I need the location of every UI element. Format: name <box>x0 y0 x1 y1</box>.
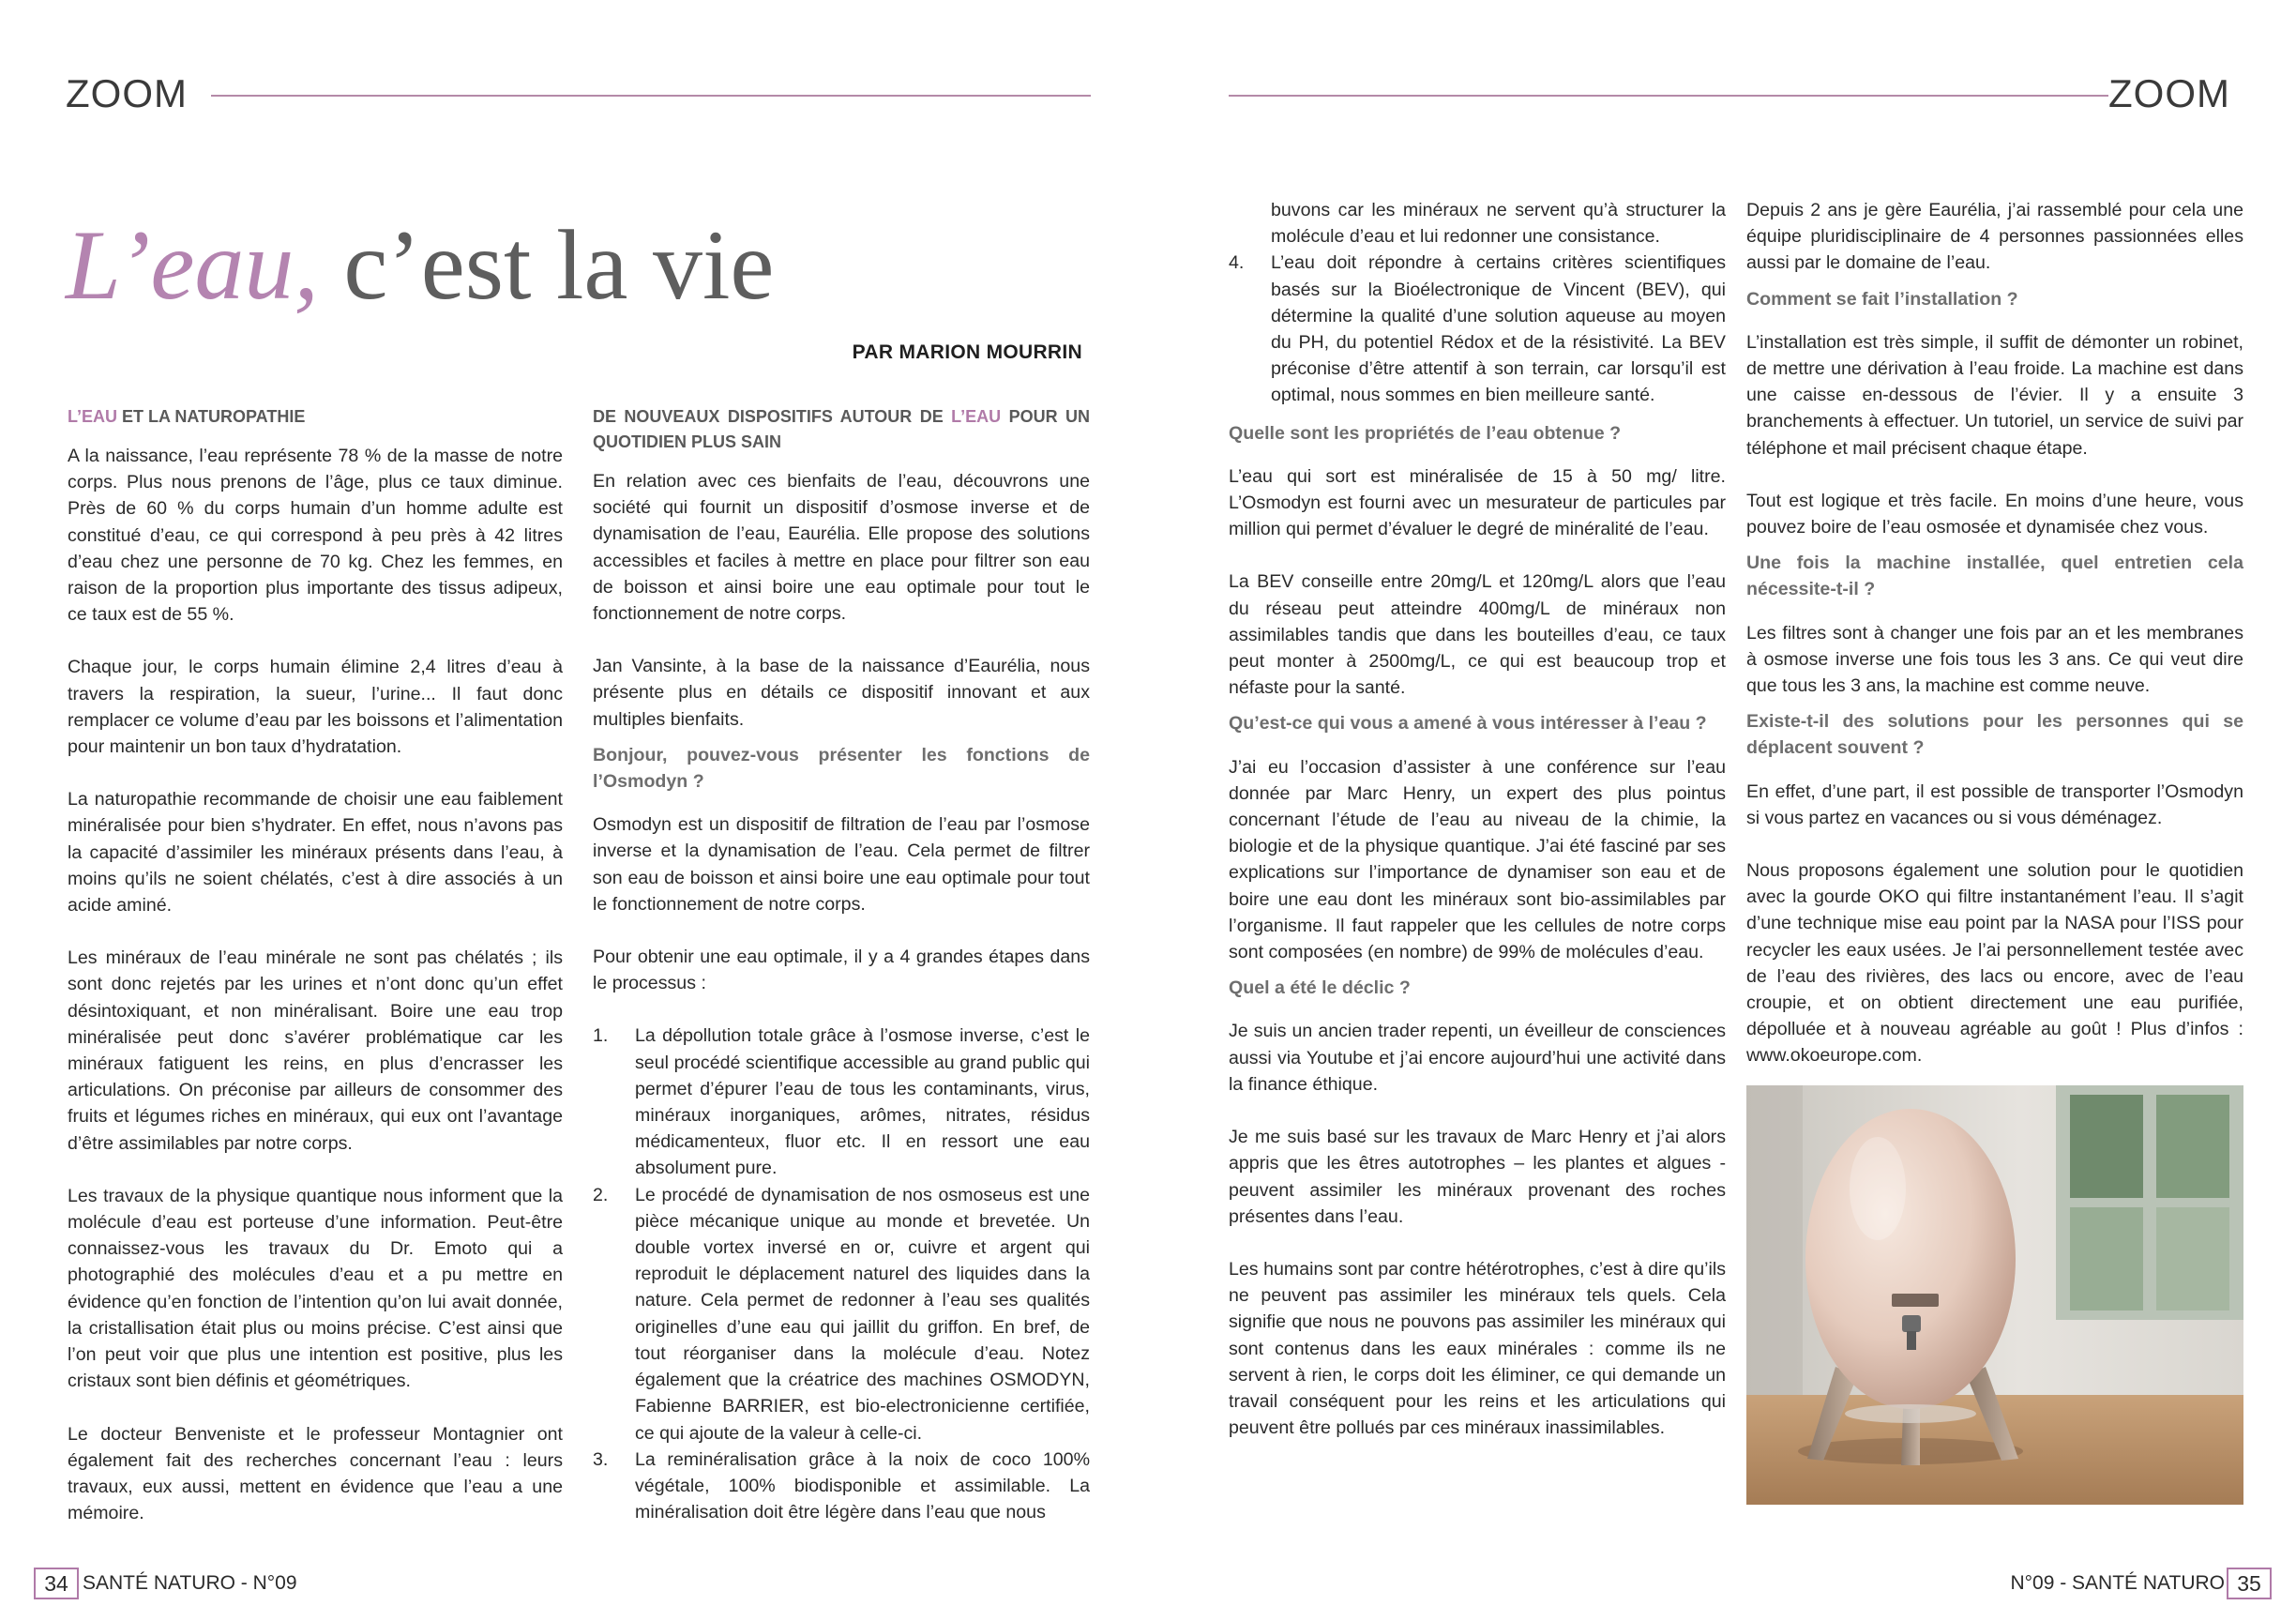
paragraph: Jan Vansinte, à la base de la naissance d’Eaurélia, nous présente plus en détails ce dispositif innovant et aux multiples bienfaits. <box>593 656 1090 730</box>
paragraph: Nous proposons également une solution pour le quotidien avec la gourde OKO qui filtre instantanément l’eau. Il s’agit d’une technique mise eau point par la NASA pour l’ISS pour recycler les eaux usées. Je l’ai personnellement testée avec de l’eau des rivières, des lacs ou encore, avec de l’eau croupie, et on obtient directement une eau purifiée, dépolluée et à nouveau agréable au goût ! Plus d’infos : www.okoeurope.com. <box>1746 860 2243 1067</box>
paragraph: Les travaux de la physique quantique nous informent que la molécule d’eau est porteuse d’une information. Peut-être connaissez-vous les travaux du Dr. Emoto qui a photographié des molécules d’eau et a pu mettre en évidence qu’en fonction de l’intention qu’on lui avait donnée, la cristallisation était plus ou moins précise. C’est ainsi que l’on peut voir que plus une intention est positive, plus les cristaux sont bien définis et géométriques. <box>68 1185 563 1392</box>
section-label-right: ZOOM <box>2108 71 2230 115</box>
paragraph: En relation avec ces bienfaits de l’eau, découvrons une société qui fournit un dispositif d’osmose inverse et de dynamisation de l’eau, Eaurélia. Elle propose des solutions accessibles et faciles à mettre en place pour filtrer son eau de boisson et ainsi boire une eau optimale pour tout le fonctionnement de notre corps. <box>593 471 1090 625</box>
heading-text: ET LA NATUROPATHIE <box>117 407 306 426</box>
header-rule-right <box>1229 95 2108 97</box>
column-1 <box>68 404 563 1526</box>
heading-text: POUR UN QUOTIDIEN PLUS SAIN <box>593 407 1090 451</box>
tap <box>1902 1315 1921 1332</box>
paragraph: La BEV conseille entre 20mg/L et 120mg/L alors que l’eau du réseau peut atteindre 400mg/L de minéraux non assimilables tandis que dans les bouteilles d’eau, ce taux peut monter à 2500mg/L, ce qui est beaucoup trop et néfaste pour la santé. <box>1229 571 1726 699</box>
paragraph: Je suis un ancien trader repenti, un éveilleur de consciences aussi via Youtube et j’ai encore aujourd’hui une activité dans la finance éthique. <box>1229 1021 1726 1095</box>
list-item <box>593 1182 1090 1447</box>
list-item <box>593 1447 1090 1526</box>
list-item <box>593 1023 1090 1181</box>
paragraph: J’ai eu l’occasion d’assister à une conférence sur l’eau donnée par Marc Henry, un expert des plus pointus concernant l’étude de l’eau au niveau de la chimie, la biologie et de la physique quantique. J’ai été fasciné par ses explications sur l’importance de dynamiser son eau et de boire une eau dont les minéraux sont bio-assimilables par l’organisme. Il faut rappeler que les cellules de notre corps sont composées (en nombre) de 99% de molécules d’eau. <box>1229 756 1726 963</box>
paragraph: Chaque jour, le corps humain élimine 2,4 litres d’eau à travers la respiration, la sueur, l’urine... Il faut donc remplacer ce volume d’eau par les boissons et l’alimentation pour maintenir un bon taux d’hydratation. <box>68 657 563 758</box>
interview-question: Existe-t-il des solutions pour les personnes qui se déplacent souvent ? <box>1746 711 2243 759</box>
article-title <box>66 210 775 320</box>
heading-text: DE NOUVEAUX DISPOSITIFS AUTOUR DE <box>593 407 952 426</box>
section-label-left: ZOOM <box>66 71 188 115</box>
page-number-left: 34 <box>34 1568 79 1599</box>
interview-question: Qu’est-ce qui vous a amené à vous intéresser à l’eau ? <box>1229 713 1707 735</box>
title-rest: c’est la vie <box>343 210 775 320</box>
list-text: La dépollution totale grâce à l’osmose inverse, c’est le seul procédé scientifique accessible au grand public qui permet d’épurer l’eau de tous les contaminants, virus, minéraux inorganiques, arômes, nitrates, résidus médicamenteux, fluor etc. Il en ressort une eau absolument pure. <box>635 1025 1090 1179</box>
column-2 <box>593 404 1090 1525</box>
list-number: 3. <box>593 1448 609 1470</box>
paragraph: La naturopathie recommande de choisir une eau faiblement minéralisée pour bien s’hydrater. En effet, nous n’avons pas la capacité d’assimiler les minéraux présents dans l’eau, à moins qu’ils ne soient chélatés, c’est à dire associés à un acide aminé. <box>68 789 563 917</box>
interview-question: Comment se fait l’installation ? <box>1746 288 2018 310</box>
paragraph: Tout est logique et très facile. En moins d’une heure, vous pouvez boire de l’eau osmosée et dynamisée chez vous. <box>1746 490 2243 538</box>
interview-question: Quelle sont les propriétés de l’eau obtenue ? <box>1229 422 1622 444</box>
list-item <box>1229 250 1726 408</box>
heading-accent: L’EAU <box>68 407 118 426</box>
paragraph: L’eau qui sort est minéralisée de 15 à 50 mg/ litre. L’Osmodyn est fourni avec un mesurateur de particules par million qui permet d’évaluer le degré de minéralité de l’eau. <box>1229 465 1726 540</box>
paragraph: Pour obtenir une eau optimale, il y a 4 grandes étapes dans le processus : <box>593 947 1090 994</box>
list-item-continued <box>1229 197 1726 250</box>
list-number: 2. <box>593 1184 609 1205</box>
list-text: La reminéralisation grâce à la noix de coco 100% végétale, 100% biodisponible et assimilable. La minéralisation doit être légère dans l’eau que nous <box>635 1448 1090 1523</box>
footer-label-left: SANTÉ NATURO - N°09 <box>83 1572 297 1594</box>
paragraph: L’installation est très simple, il suffit de démonter un robinet, de mettre une dérivation à l’eau froide. La machine est dans une caisse en-dessous de l’évier. Il y a ensuite 3 branchements à effectuer. Un tutoriel, un service de suivi par téléphone et mail précisent chaque étape. <box>1746 331 2243 459</box>
list-text: buvons car les minéraux ne servent qu’à structurer la molécule d’eau et lui redonner une consistance. <box>1271 200 1726 248</box>
header-rule-left <box>211 95 1091 97</box>
egg-dispenser <box>1805 1109 2016 1409</box>
paragraph: Les humains sont par contre hétérotrophes, c’est à dire qu’ils ne peuvent pas assimiler les minéraux tels quels. Cela signifie que nous ne pouvons pas assimiler les minéraux qui sont contenus dans les eaux minérales : comme ils ne servent à rien, le corps doit les éliminer, ce qui demande un travail conséquent pour les reins et les articulations qui peuvent être pollués par ces minéraux inassimilables. <box>1229 1258 1726 1439</box>
list-number: 1. <box>593 1025 609 1047</box>
title-accent: L’eau, <box>66 210 319 320</box>
interview-question: Bonjour, pouvez-vous présenter les fonctions de l’Osmodyn ? <box>593 744 1090 793</box>
list-text: Le procédé de dynamisation de nos osmoseus est une pièce mécanique unique au monde et brevetée. Un double vortex inversé en or, cuivre et argent qui reproduit le déplacement naturel des liquides dans la nature. Cela permet de redonner à l’eau ses qualités originelles d’une eau qui jaillit du griffon. En bref, de tout réorganiser dans la molécule d’eau. Notez également que la créatrice des machines OSMODYN, Fabienne BARRIER, est bio-electronicienne certifiée, ce qui ajoute de la valeur à celle-ci. <box>635 1184 1090 1444</box>
page-number-right: 35 <box>2227 1568 2272 1599</box>
interview-question: Quel a été le déclic ? <box>1229 977 1411 999</box>
interview-question: Une fois la machine installée, quel entretien cela nécessite-t-il ? <box>1746 553 2243 600</box>
paragraph: En effet, d’une part, il est possible de transporter l’Osmodyn si vous partez en vacances ou si vous déménagez. <box>1746 780 2243 828</box>
heading-accent: L’EAU <box>951 407 1002 426</box>
steps-list-continued <box>1229 197 1726 409</box>
section-heading <box>593 404 1090 455</box>
list-number: 4. <box>1229 252 1245 274</box>
paragraph: Osmodyn est un dispositif de filtration de l’eau par l’osmose inverse et la dynamisation de l’eau. Cela permet de filtrer son eau de boisson et ainsi boire une eau optimale pour tout le fonctionnement de notre corps. <box>593 814 1090 915</box>
paragraph: Le docteur Benveniste et le professeur Montagnier ont également fait des recherches concernant l’eau : leurs travaux, eux aussi, mettent en évidence que l’eau a une mémoire. <box>68 1423 563 1524</box>
column-4 <box>1746 197 2243 1069</box>
footer-label-right: N°09 - SANTÉ NATURO <box>2010 1572 2225 1594</box>
steps-list <box>593 1023 1090 1525</box>
right-page <box>1148 0 2296 1621</box>
section-heading <box>68 404 563 430</box>
paragraph: Les filtres sont à changer une fois par an et les membranes à osmose inverse une fois tous les 3 ans. Ce qui veut dire que tous les 3 ans, la machine est comme neuve. <box>1746 622 2243 697</box>
paragraph: Je me suis basé sur les travaux de Marc Henry et j’ai alors appris que les êtres autotrophes – les plantes et algues - peuvent assimiler les minéraux provenant des roches présentes dans l’eau. <box>1229 1127 1726 1227</box>
byline: PAR MARION MOURRIN <box>852 341 1082 363</box>
paragraph: A la naissance, l’eau représente 78 % de la masse de notre corps. Plus nous prenons de l’âge, plus ce taux diminue. Près de 60 % du corps humain d’un homme adulte est constitué d’eau, ce qui correspond à peu près à 42 litres d’eau chez une personne de 70 kg. Chez les femmes, en raison de la proportion plus importante des tissus adipeux, ce taux est de 55 %. <box>68 446 563 626</box>
list-text: L’eau doit répondre à certains critères scientifiques basés sur la Bioélectronique de Vincent (BEV), qui détermine la qualité d’une solution aqueuse au moyen du PH, du potentiel Rédox et de la résistivité. La BEV préconise d’être attentif à son terrain, car lorsqu’il est optimal, nous sommes en bien meilleure santé. <box>1271 252 1726 406</box>
column-3 <box>1229 197 1726 1441</box>
paragraph: Les minéraux de l’eau minérale ne sont pas chélatés ; ils sont donc rejetés par les urines et n’ont donc qu’un effet désintoxiquant, et non minéralisant. Boire une eau trop minéralisée peut donc s’avérer problématique car les minéraux fatiguent les reins, en plus d’encrasser les articulations. On préconise par ailleurs de consommer des fruits et légumes riches en minéraux, qui eux ont l’avantage d’être assimilables par notre corps. <box>68 947 563 1154</box>
paragraph: Depuis 2 ans je gère Eaurélia, j’ai rassemblé pour cela une équipe pluridisciplinaire de 4 personnes passionnées elles aussi par le domaine de l’eau. <box>1746 200 2243 274</box>
product-photo <box>1746 1085 2243 1505</box>
